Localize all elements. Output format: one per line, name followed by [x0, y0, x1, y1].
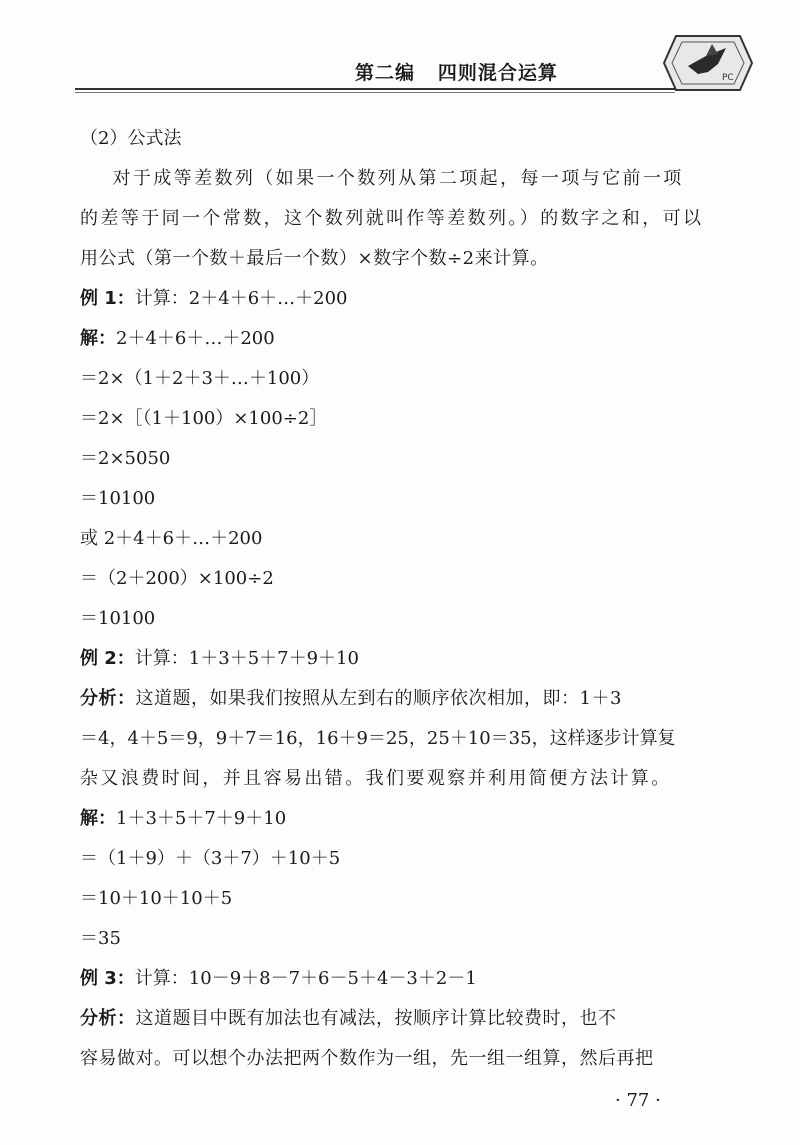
equation-line: ＝35 [80, 928, 121, 949]
equation-line: ＝（2＋200）×100÷2 [80, 568, 274, 589]
paragraph-line: 容易做对。可以想个办法把两个数作为一组，先一组一组算，然后再把 [80, 1048, 654, 1069]
example-text: 计算：2＋4＋6＋…＋200 [134, 288, 348, 309]
equation-line: ＝2×［（1＋100）×100÷2］ [80, 408, 328, 429]
header-rule-thin [75, 92, 675, 93]
example-label: 例 3： [80, 968, 135, 989]
logo-text: PC [722, 73, 734, 83]
solution-line [80, 807, 720, 831]
equation-line: ＝2×（1＋2＋3＋…＋100） [80, 368, 320, 389]
equation-line: 或 2＋4＋6＋…＋200 [80, 528, 263, 549]
analysis-label: 分析： [80, 688, 136, 709]
solution-text: 2＋4＋6＋…＋200 [116, 328, 275, 349]
section-heading: （2）公式法 [80, 128, 182, 149]
chapter-title: 第二编 四则混合运算 [355, 62, 558, 84]
paragraph-line: 对于成等差数列（如果一个数列从第二项起，每一项与它前一项 [80, 168, 684, 189]
header-rule [75, 88, 675, 90]
solution-label: 解： [80, 328, 116, 349]
equation-line: ＝10100 [80, 488, 156, 509]
solution-line [80, 327, 720, 351]
analysis-line [80, 1007, 720, 1031]
equation-line: ＝（1＋9）＋（3＋7）＋10＋5 [80, 848, 341, 869]
example-text: 计算：10－9＋8－7＋6－5＋4－3＋2－1 [134, 968, 477, 989]
example-line [80, 287, 720, 311]
analysis-text: 这道题，如果我们按照从左到右的顺序依次相加，即：1＋3 [135, 688, 622, 709]
example-line [80, 647, 720, 671]
analysis-line [80, 687, 720, 711]
paragraph-line: 的差等于同一个常数，这个数列就叫作等差数列。）的数字之和，可以 [80, 208, 704, 229]
example-text: 计算：1＋3＋5＋7＋9＋10 [134, 648, 359, 669]
chapter-logo [662, 30, 754, 96]
paragraph-line: 用公式（第一个数＋最后一个数）×数字个数÷2来计算。 [80, 248, 549, 269]
solution-text: 1＋3＋5＋7＋9＋10 [116, 808, 287, 829]
paragraph-line: ＝4，4＋5＝9，9＋7＝16，16＋9＝25，25＋10＝35，这样逐步计算复 [80, 728, 676, 749]
equation-line: ＝10100 [80, 608, 156, 629]
example-line [80, 967, 720, 991]
equation-line: ＝2×5050 [80, 448, 171, 469]
equation-line: ＝10＋10＋10＋5 [80, 888, 233, 909]
page-header [0, 0, 800, 110]
analysis-text: 这道题目中既有加法也有减法，按顺序计算比较费时，也不 [135, 1008, 617, 1029]
example-label: 例 2： [80, 648, 135, 669]
analysis-label: 分析： [80, 1008, 136, 1029]
solution-label: 解： [80, 808, 116, 829]
paragraph-line: 杂又浪费时间，并且容易出错。我们要观察并利用简便方法计算。 [80, 768, 672, 789]
page-number: · 77 · [615, 1090, 661, 1111]
example-label: 例 1： [80, 288, 135, 309]
